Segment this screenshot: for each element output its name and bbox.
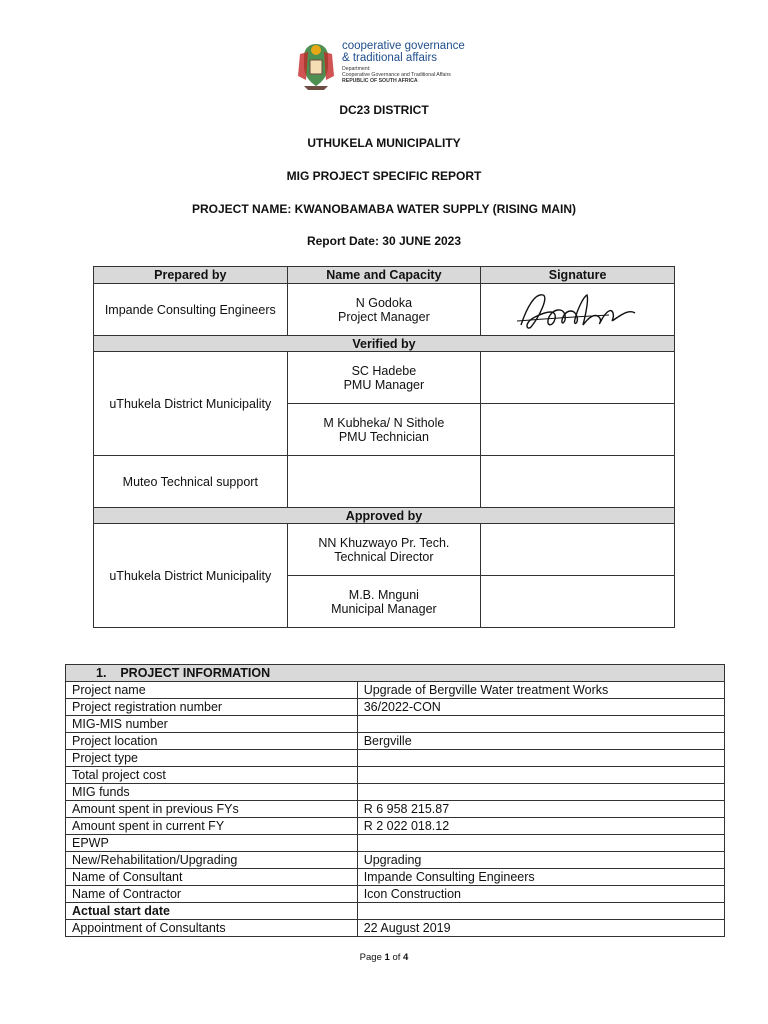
row-label: Project name — [66, 682, 358, 699]
department-logo — [294, 40, 474, 92]
table-row — [66, 818, 725, 835]
project-info-heading-num: 1. — [96, 666, 107, 680]
logo-line-1: cooperative governance — [342, 40, 465, 52]
approver-2-signature — [481, 576, 675, 628]
logo-line-3: Department: — [342, 66, 371, 72]
col-signature-header: Signature — [481, 267, 675, 284]
verifier-1-signature — [481, 352, 675, 404]
row-label: Amount spent in previous FYs — [66, 801, 358, 818]
page-total: 4 — [403, 952, 409, 963]
approved-section-header: Approved by — [94, 508, 675, 524]
logo-line-2: & traditional affairs — [342, 52, 438, 64]
row-value — [357, 750, 724, 767]
row-value: Impande Consulting Engineers — [357, 869, 724, 886]
table-row — [66, 699, 725, 716]
page-word: Page — [359, 952, 382, 963]
row-value — [357, 716, 724, 733]
row-value: R 6 958 215.87 — [357, 801, 724, 818]
row-label: Project registration number — [66, 699, 358, 716]
table-row — [66, 767, 725, 784]
row-label: Amount spent in current FY — [66, 818, 358, 835]
verifier-1-cell — [287, 352, 481, 404]
prepared-org: Impande Consulting Engineers — [94, 284, 288, 336]
table-row — [66, 733, 725, 750]
row-value: 22 August 2019 — [357, 920, 724, 937]
row-value: Bergville — [357, 733, 724, 750]
table-row — [66, 852, 725, 869]
verified-org: uThukela District Municipality — [94, 352, 288, 456]
logo-line-5: REPUBLIC OF SOUTH AFRICA — [342, 78, 418, 84]
row-value — [357, 784, 724, 801]
signoff-table — [93, 266, 675, 628]
col-prepared-header: Prepared by — [94, 267, 288, 284]
approver-2-role: Municipal Manager — [331, 601, 437, 616]
handwritten-signature — [513, 287, 643, 333]
table-row — [66, 716, 725, 733]
page-footer — [0, 952, 768, 963]
coat-of-arms-icon — [294, 40, 338, 92]
verifier-2-name: M Kubheka/ N Sithole — [323, 415, 445, 430]
verified-section-header: Verified by — [94, 336, 675, 352]
approver-1-name: NN Khuzwayo Pr. Tech. — [318, 535, 450, 550]
project-info-rows — [66, 682, 725, 937]
row-value: Icon Construction — [357, 886, 724, 903]
verifier-2-cell — [287, 404, 481, 456]
muteo-name-cell — [287, 456, 481, 508]
approver-2-name: M.B. Mnguni — [348, 587, 419, 602]
table-row — [66, 784, 725, 801]
table-row — [66, 835, 725, 852]
row-value: Upgrade of Bergville Water treatment Works — [357, 682, 724, 699]
of-word: of — [392, 952, 401, 963]
verifier-2-signature — [481, 404, 675, 456]
report-type-heading: MIG PROJECT SPECIFIC REPORT — [286, 169, 482, 183]
row-label: MIG funds — [66, 784, 358, 801]
prepared-role: Project Manager — [338, 309, 430, 324]
row-label: Name of Contractor — [66, 886, 358, 903]
table-row — [66, 682, 725, 699]
approver-1-role: Technical Director — [334, 549, 434, 564]
table-row — [66, 920, 725, 937]
row-value: Upgrading — [357, 852, 724, 869]
row-label: Actual start date — [66, 903, 358, 920]
prepared-signature-cell — [481, 284, 675, 336]
col-name-header: Name and Capacity — [287, 267, 481, 284]
verifier-1-name: SC Hadebe — [351, 363, 417, 378]
table-row — [66, 903, 725, 920]
prepared-name: N Godoka — [355, 295, 413, 310]
approver-1-cell — [287, 524, 481, 576]
approved-org: uThukela District Municipality — [94, 524, 288, 628]
table-row — [66, 750, 725, 767]
verifier-1-role: PMU Manager — [343, 377, 425, 392]
table-row — [66, 869, 725, 886]
table-row — [66, 886, 725, 903]
muteo-org: Muteo Technical support — [94, 456, 288, 508]
approver-1-signature — [481, 524, 675, 576]
row-label: Project type — [66, 750, 358, 767]
row-label: Appointment of Consultants — [66, 920, 358, 937]
row-value — [357, 903, 724, 920]
municipality-heading: UTHUKELA MUNICIPALITY — [307, 136, 461, 150]
project-info-heading — [66, 665, 725, 682]
row-label: MIG-MIS number — [66, 716, 358, 733]
project-info-heading-text: PROJECT INFORMATION — [120, 666, 271, 680]
report-date-heading: Report Date: 30 JUNE 2023 — [306, 234, 462, 248]
row-value: R 2 022 018.12 — [357, 818, 724, 835]
row-label: Name of Consultant — [66, 869, 358, 886]
row-value: 36/2022-CON — [357, 699, 724, 716]
verifier-2-role: PMU Technician — [338, 429, 429, 444]
project-info-table — [65, 664, 725, 937]
district-heading: DC23 DISTRICT — [339, 103, 429, 117]
logo-line-4: Cooperative Governance and Traditional Affairs — [342, 72, 451, 78]
table-row — [66, 801, 725, 818]
page-number: 1 — [384, 952, 390, 963]
row-value — [357, 767, 724, 784]
prepared-name-cell — [287, 284, 481, 336]
muteo-signature — [481, 456, 675, 508]
row-value — [357, 835, 724, 852]
approver-2-cell — [287, 576, 481, 628]
row-label: Project location — [66, 733, 358, 750]
project-name-heading: PROJECT NAME: KWANOBAMABA WATER SUPPLY (RISING MAIN) — [191, 202, 576, 216]
row-label: Total project cost — [66, 767, 358, 784]
row-label: EPWP — [66, 835, 358, 852]
row-label: New/Rehabilitation/Upgrading — [66, 852, 358, 869]
